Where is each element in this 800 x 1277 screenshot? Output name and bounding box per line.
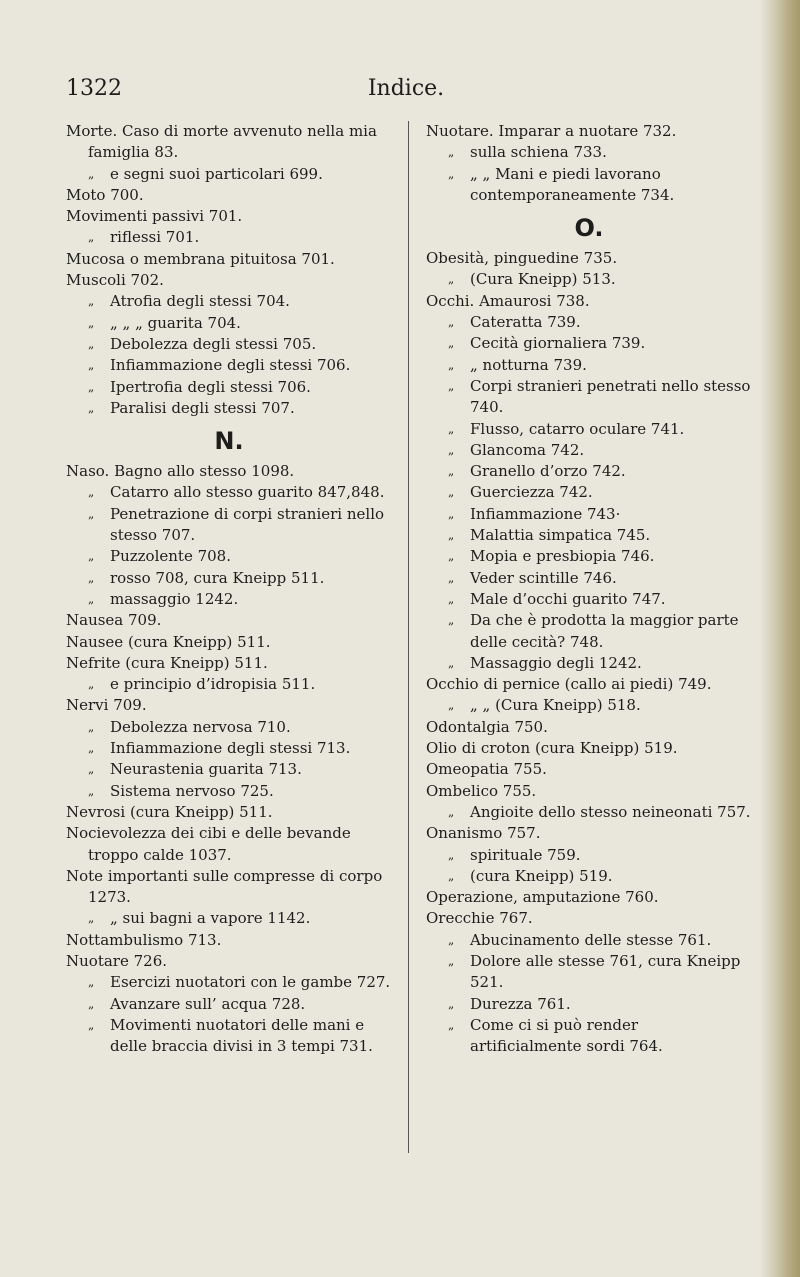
index-entry xyxy=(66,185,392,206)
ditto-mark: „ xyxy=(88,996,95,1011)
entry-text: Obesità, pinguedine 735. xyxy=(426,249,618,268)
index-subentry xyxy=(66,589,392,610)
entry-text: „ „ Mani e piedi lavorano contemporaneamente 734. xyxy=(470,164,675,204)
entry-text: Avanzare sull’ acqua 728. xyxy=(110,994,306,1013)
index-entry xyxy=(66,270,392,291)
index-entry xyxy=(66,121,392,164)
entry-text: „ „ (Cura Kneipp) 518. xyxy=(470,696,641,715)
entry-text: Onanismo 757. xyxy=(426,824,541,843)
entry-text: O. xyxy=(574,214,604,243)
index-entry xyxy=(426,823,752,844)
ditto-mark: „ xyxy=(448,804,455,819)
ditto-mark: „ xyxy=(88,975,95,990)
entry-text: Occhio di pernice (callo ai piedi) 749. xyxy=(426,675,712,694)
entry-text: N. xyxy=(214,427,244,456)
index-subentry xyxy=(426,589,752,610)
index-entry xyxy=(426,887,752,908)
entry-text: Nervi 709. xyxy=(66,696,147,715)
entry-text: sulla schiena 733. xyxy=(470,143,607,162)
ditto-mark: „ xyxy=(448,485,455,500)
entry-text: Note importanti sulle compresse di corpo 1273. xyxy=(66,866,383,907)
ditto-mark: „ xyxy=(88,911,95,926)
ditto-mark: „ xyxy=(88,570,95,585)
entry-text: Infiammazione degli stessi 706. xyxy=(110,356,351,375)
entry-text: riflessi 701. xyxy=(110,228,200,247)
index-entry xyxy=(66,653,392,674)
entry-text: Nausea 709. xyxy=(66,611,162,630)
entry-text: Debolezza degli stessi 705. xyxy=(110,334,317,353)
index-subentry xyxy=(66,908,392,929)
entry-text: e segni suoi particolari 699. xyxy=(110,164,323,183)
ditto-mark: „ xyxy=(88,506,95,521)
entry-text: „ „ „ guarita 704. xyxy=(110,313,241,332)
ditto-mark: „ xyxy=(88,379,95,394)
ditto-mark: „ xyxy=(448,1017,455,1032)
index-entry xyxy=(426,738,752,759)
index-subentry xyxy=(66,377,392,398)
entry-text: Odontalgia 750. xyxy=(426,717,548,736)
entry-text: Ipertrofia degli stessi 706. xyxy=(110,377,311,396)
index-subentry xyxy=(426,1015,752,1058)
ditto-mark: „ xyxy=(448,442,455,457)
ditto-mark: „ xyxy=(448,528,455,543)
index-subentry xyxy=(66,398,392,419)
index-subentry xyxy=(66,972,392,993)
entry-text: Nuotare 726. xyxy=(66,951,168,970)
index-subentry xyxy=(66,994,392,1015)
entry-text: Nottambulismo 713. xyxy=(66,930,222,949)
ditto-mark: „ xyxy=(448,357,455,372)
entry-text: Corpi stranieri penetrati nello stesso 740. xyxy=(470,376,751,417)
index-entry xyxy=(66,206,392,227)
index-subentry xyxy=(426,546,752,567)
entry-text: Infiammazione 743· xyxy=(470,504,621,523)
index-subentry xyxy=(426,164,752,207)
entry-text: Sistema nervoso 725. xyxy=(110,781,274,800)
entry-text: Nevrosi (cura Kneipp) 511. xyxy=(66,802,273,821)
index-column-left xyxy=(66,121,392,1057)
entry-text: Olio di croton (cura Kneipp) 519. xyxy=(426,739,678,758)
ditto-mark: „ xyxy=(448,421,455,436)
index-subentry xyxy=(426,376,752,419)
ditto-mark: „ xyxy=(88,485,95,500)
index-subentry xyxy=(426,994,752,1015)
entry-text: „ sui bagni a vapore 1142. xyxy=(110,909,311,928)
index-subentry xyxy=(426,845,752,866)
entry-text: Dolore alle stesse 761, cura Kneipp 521. xyxy=(470,951,741,992)
index-subentry xyxy=(426,269,752,290)
entry-text: Penetrazione di corpi stranieri nello stesso 707. xyxy=(110,504,385,545)
index-subentry xyxy=(426,866,752,887)
entry-text: Movimenti passivi 701. xyxy=(66,207,243,226)
ditto-mark: „ xyxy=(88,166,95,181)
index-subentry xyxy=(426,440,752,461)
entry-text: Atrofia degli stessi 704. xyxy=(110,292,290,311)
index-subentry xyxy=(66,355,392,376)
index-subentry xyxy=(66,738,392,759)
column-divider xyxy=(408,121,409,1153)
index-subentry xyxy=(66,482,392,503)
index-subentry xyxy=(426,802,752,823)
section-letter xyxy=(66,427,392,455)
ditto-mark: „ xyxy=(448,655,455,670)
index-entry xyxy=(66,610,392,631)
index-subentry xyxy=(426,610,752,653)
entry-text: Ombelico 755. xyxy=(426,781,537,800)
index-subentry xyxy=(66,674,392,695)
entry-text: Male d’occhi guarito 747. xyxy=(470,589,666,608)
index-entry xyxy=(426,908,752,929)
entry-text: massaggio 1242. xyxy=(110,589,239,608)
entry-text: „ notturna 739. xyxy=(470,355,587,374)
entry-text: Occhi. Amaurosi 738. xyxy=(426,291,590,310)
entry-text: Moto 700. xyxy=(66,185,144,204)
index-subentry xyxy=(426,312,752,333)
entry-text: Movimenti nuotatori delle mani e delle braccia divisi in 3 tempi 731. xyxy=(110,1015,373,1056)
ditto-mark: „ xyxy=(88,591,95,606)
index-subentry xyxy=(66,546,392,567)
entry-text: Veder scintille 746. xyxy=(470,568,617,587)
ditto-mark: „ xyxy=(448,315,455,330)
index-subentry xyxy=(66,504,392,547)
ditto-mark: „ xyxy=(88,1017,95,1032)
entry-text: rosso 708, cura Kneipp 511. xyxy=(110,568,325,587)
page-header xyxy=(66,76,746,106)
ditto-mark: „ xyxy=(448,378,455,393)
index-subentry xyxy=(426,525,752,546)
index-subentry xyxy=(66,334,392,355)
index-subentry xyxy=(66,1015,392,1058)
ditto-mark: „ xyxy=(448,953,455,968)
index-entry xyxy=(66,632,392,653)
entry-text: Nefrite (cura Kneipp) 511. xyxy=(66,653,268,672)
index-column-right xyxy=(426,121,752,1057)
ditto-mark: „ xyxy=(448,166,455,181)
ditto-mark: „ xyxy=(88,358,95,373)
ditto-mark: „ xyxy=(88,677,95,692)
index-subentry xyxy=(66,291,392,312)
entry-text: Come ci si può render artificialmente sordi 764. xyxy=(470,1015,663,1056)
index-entry xyxy=(426,717,752,738)
entry-text: Da che è prodotta la maggior parte delle cecità? 748. xyxy=(470,611,739,651)
entry-text: Cecità giornaliera 739. xyxy=(470,334,646,353)
index-subentry xyxy=(426,951,752,994)
entry-text: Granello d’orzo 742. xyxy=(470,462,626,481)
index-entry xyxy=(426,759,752,780)
index-subentry xyxy=(426,482,752,503)
entry-text: Orecchie 767. xyxy=(426,909,533,928)
ditto-mark: „ xyxy=(88,294,95,309)
entry-text: (cura Kneipp) 519. xyxy=(470,866,613,885)
ditto-mark: „ xyxy=(88,549,95,564)
index-subentry xyxy=(426,568,752,589)
index-entry xyxy=(426,674,752,695)
ditto-mark: „ xyxy=(448,549,455,564)
ditto-mark: „ xyxy=(448,464,455,479)
entry-text: Naso. Bagno allo stesso 1098. xyxy=(66,462,295,481)
index-subentry xyxy=(426,695,752,716)
index-subentry xyxy=(426,142,752,163)
index-subentry xyxy=(426,930,752,951)
entry-text: Operazione, amputazione 760. xyxy=(426,888,659,907)
index-subentry xyxy=(66,227,392,248)
index-subentry xyxy=(66,717,392,738)
entry-text: Mucosa o membrana pituitosa 701. xyxy=(66,249,335,268)
entry-text: Malattia simpatica 745. xyxy=(470,526,651,545)
index-subentry xyxy=(426,504,752,525)
entry-text: Cateratta 739. xyxy=(470,313,581,332)
index-entry xyxy=(66,695,392,716)
index-subentry xyxy=(66,568,392,589)
entry-text: Muscoli 702. xyxy=(66,271,164,290)
index-subentry xyxy=(426,333,752,354)
index-entry xyxy=(426,121,752,142)
index-subentry xyxy=(66,781,392,802)
entry-text: Paralisi degli stessi 707. xyxy=(110,398,295,417)
index-subentry xyxy=(426,419,752,440)
ditto-mark: „ xyxy=(448,847,455,862)
entry-text: (Cura Kneipp) 513. xyxy=(470,270,616,289)
ditto-mark: „ xyxy=(88,315,95,330)
index-entry xyxy=(426,781,752,802)
entry-text: Debolezza nervosa 710. xyxy=(110,717,291,736)
entry-text: Puzzolente 708. xyxy=(110,547,231,566)
entry-text: Durezza 761. xyxy=(470,994,571,1013)
ditto-mark: „ xyxy=(88,741,95,756)
entry-text: e principio d’idropisia 511. xyxy=(110,675,316,694)
entry-text: Glancoma 742. xyxy=(470,440,585,459)
ditto-mark: „ xyxy=(88,783,95,798)
entry-text: Nuotare. Imparar a nuotare 732. xyxy=(426,122,677,140)
ditto-mark: „ xyxy=(448,506,455,521)
entry-text: Mopia e presbiopia 746. xyxy=(470,547,655,566)
index-entry xyxy=(66,249,392,270)
index-entry xyxy=(66,823,392,866)
index-entry xyxy=(426,248,752,269)
entry-text: Esercizi nuotatori con le gambe 727. xyxy=(110,973,391,992)
index-subentry xyxy=(66,313,392,334)
page-number: 1322 xyxy=(66,76,122,101)
entry-text: Catarro allo stesso guarito 847,848. xyxy=(110,483,385,502)
ditto-mark: „ xyxy=(448,868,455,883)
index-subentry xyxy=(426,653,752,674)
entry-text: Guerciezza 742. xyxy=(470,483,593,502)
ditto-mark: „ xyxy=(448,698,455,713)
ditto-mark: „ xyxy=(448,336,455,351)
entry-text: spirituale 759. xyxy=(470,845,581,864)
entry-text: Massaggio degli 1242. xyxy=(470,653,642,672)
entry-text: Nausee (cura Kneipp) 511. xyxy=(66,632,271,651)
index-entry xyxy=(66,866,392,909)
ditto-mark: „ xyxy=(88,400,95,415)
ditto-mark: „ xyxy=(88,762,95,777)
entry-text: Omeopatia 755. xyxy=(426,760,547,779)
entry-text: Infiammazione degli stessi 713. xyxy=(110,739,351,758)
ditto-mark: „ xyxy=(448,613,455,628)
entry-text: Abucinamento delle stesse 761. xyxy=(470,930,712,949)
entry-text: Flusso, catarro oculare 741. xyxy=(470,419,685,438)
ditto-mark: „ xyxy=(448,932,455,947)
index-subentry xyxy=(426,355,752,376)
ditto-mark: „ xyxy=(88,336,95,351)
ditto-mark: „ xyxy=(88,230,95,245)
ditto-mark: „ xyxy=(88,719,95,734)
page-edge-shadow xyxy=(760,0,800,1277)
ditto-mark: „ xyxy=(448,272,455,287)
ditto-mark: „ xyxy=(448,996,455,1011)
section-letter xyxy=(426,214,752,242)
index-subentry xyxy=(426,461,752,482)
ditto-mark: „ xyxy=(448,570,455,585)
index-subentry xyxy=(66,759,392,780)
index-entry xyxy=(66,802,392,823)
index-subentry xyxy=(66,164,392,185)
ditto-mark: „ xyxy=(448,591,455,606)
index-entry xyxy=(66,951,392,972)
index-entry xyxy=(426,291,752,312)
ditto-mark: „ xyxy=(448,145,455,160)
entry-text: Angioite dello stesso neineonati 757. xyxy=(470,802,751,821)
index-entry xyxy=(66,930,392,951)
page-title: Indice. xyxy=(367,76,445,101)
entry-text: Neurastenia guarita 713. xyxy=(110,760,302,779)
entry-text: Morte. Caso di morte avvenuto nella mia famiglia 83. xyxy=(66,122,377,162)
index-entry xyxy=(66,461,392,482)
entry-text: Nocievolezza dei cibi e delle bevande troppo calde 1037. xyxy=(66,824,351,864)
